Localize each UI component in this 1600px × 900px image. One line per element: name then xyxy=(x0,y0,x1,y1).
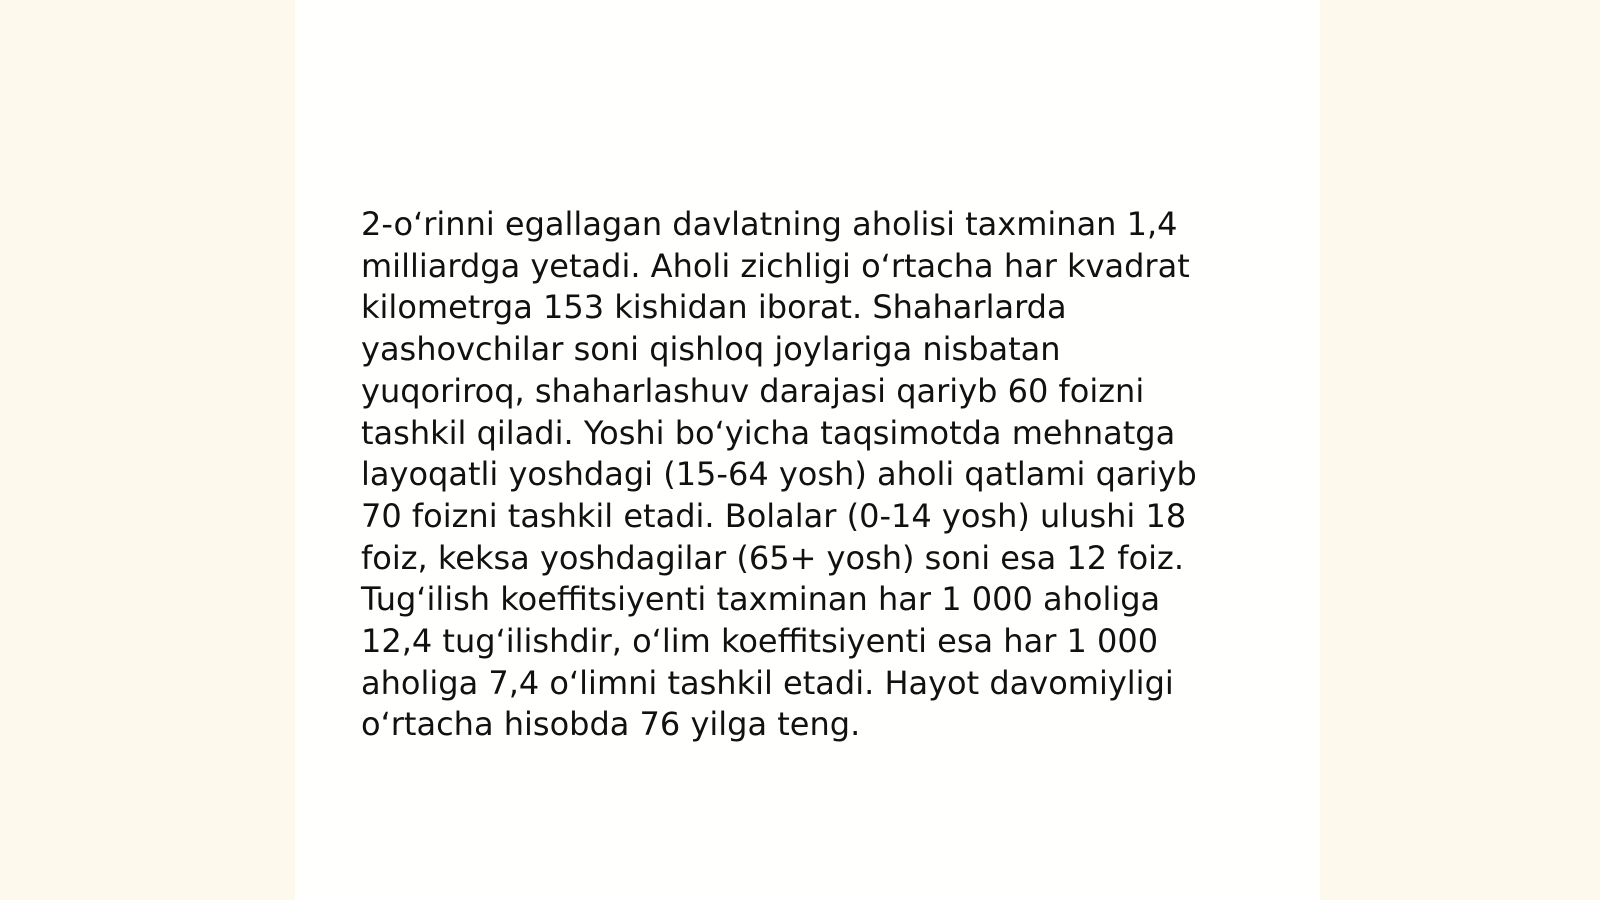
paragraph-line: milliardga yetadi. Aholi zichligi o‘rtacha har kvadrat xyxy=(361,246,1190,285)
body-paragraph xyxy=(361,204,1241,746)
paragraph-line: tashkil qiladi. Yoshi bo‘yicha taqsimotda mehnatga xyxy=(361,413,1176,452)
paragraph-line: layoqatli yoshdagi (15-64 yosh) aholi qatlami qariyb xyxy=(361,455,1197,494)
paragraph-line: 12,4 tug‘ilishdir, o‘lim koeffitsiyenti esa har 1 000 xyxy=(361,622,1159,661)
paragraph-line: yashovchilar soni qishloq joylariga nisbatan xyxy=(361,330,1061,369)
paragraph-line: 2-o‘rinni egallagan davlatning aholisi taxminan 1,4 xyxy=(361,205,1178,243)
document-page xyxy=(295,0,1320,900)
paragraph-line: 70 foizni tashkil etadi. Bolalar (0-14 yosh) ulushi 18 xyxy=(361,496,1187,535)
paragraph-line: kilometrga 153 kishidan iborat. Shaharlarda xyxy=(361,288,1067,327)
paragraph-line: Tug‘ilish koeffitsiyenti taxminan har 1 000 aholiga xyxy=(361,580,1161,619)
paragraph-line: aholiga 7,4 o‘limni tashkil etadi. Hayot davomiyligi xyxy=(361,663,1174,702)
paragraph-line: foiz, keksa yoshdagilar (65+ yosh) soni esa 12 foiz. xyxy=(361,538,1184,577)
paragraph-line: yuqoriroq, shaharlashuv darajasi qariyb 60 foizni xyxy=(361,371,1145,410)
paragraph-line: o‘rtacha hisobda 76 yilga teng. xyxy=(361,705,861,744)
